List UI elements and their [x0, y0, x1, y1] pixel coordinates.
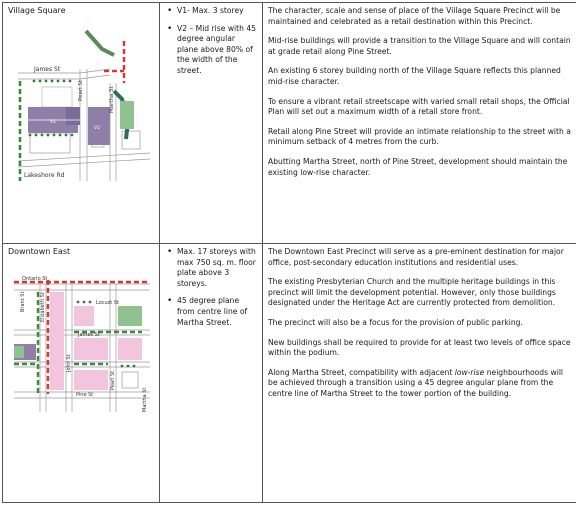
label-brant-st: Brant St — [20, 291, 26, 312]
standards-list — [165, 6, 257, 77]
paragraph-martha-transition — [268, 368, 572, 400]
standards-list — [165, 247, 257, 328]
label-pearl-st: Pearl St — [78, 79, 84, 101]
label-pine-st: Pine St — [76, 391, 94, 398]
description-cell — [263, 3, 576, 244]
emphasis-low-rise: low-rise — [454, 367, 485, 377]
paragraph: Mid-rise buildings will provide a transition to the Village Square and will contain at grade retail along Pine Street. — [268, 36, 571, 56]
village-square-map — [10, 21, 150, 186]
table-row-downtown-east — [3, 244, 576, 503]
paragraph: To ensure a vibrant retail streetscape with varied small retail shops, the Official Plan will set out a maximum width of a retail store front. — [268, 96, 570, 117]
standards-cell — [160, 3, 263, 244]
label-james-st-2: James St — [78, 331, 100, 338]
label-james-st: James St — [34, 65, 61, 73]
paragraph: New buildings shall be required to provide for at least two levels of office space within the podium. — [268, 337, 571, 358]
list-item: • Max. 17 storeys with max 750 sq. m. floor plate above 3 storeys. — [165, 247, 257, 289]
table-row-village-square — [3, 3, 576, 244]
paragraph: The Downtown East Precinct will serve as a pre-eminent destination for major office, post-secondary education institutions and residential uses. — [268, 247, 564, 267]
precinct-cell — [3, 3, 160, 244]
paragraph: Abutting Martha Street, north of Pine Street, development should maintain the existing low-rise character. — [268, 156, 568, 177]
label-elizabeth-st: Elizabeth St — [40, 291, 46, 322]
precinct-cell — [3, 244, 160, 503]
label-lakeshore-rd: Lakeshore Rd — [24, 171, 65, 179]
label-v1: V1 — [50, 119, 56, 125]
precinct-table — [2, 2, 576, 503]
description-cell — [263, 244, 576, 503]
paragraph: The existing Presbyterian Church and the multiple heritage buildings in this precinct will limit the development potential. However, only those buildings designated under the Heritage Act are currently protected from demolition. — [268, 277, 556, 308]
precinct-name: Village Square — [8, 6, 66, 15]
text-run: neighbourhoods will be achieved through a transition using a 45 degree angular plane from the centre line of Martha Street to the tower portion of the building. — [268, 367, 564, 398]
label-ontario-st: Ontario St — [22, 275, 48, 282]
paragraph: Retail along Pine Street will provide an intimate relationship to the street with a minimum setback of 4 metres from the curb. — [268, 126, 571, 147]
list-item: • V1- Max. 3 storey — [165, 6, 257, 17]
label-v2: V2 — [94, 125, 100, 131]
standards-cell — [160, 244, 263, 503]
label-locust-st: Locust St — [96, 299, 119, 306]
downtown-east-map — [10, 262, 150, 422]
list-item: • V2 – Mid rise with 45 degree angular plane above 80% of the width of the street. — [165, 24, 257, 77]
paragraph: An existing 6 storey building north of the Village Square reflects this planned mid-rise character. — [268, 66, 561, 86]
text-run: Along Martha Street, compatibility with adjacent — [268, 367, 455, 377]
precinct-name: Downtown East — [8, 247, 71, 256]
paragraph: The character, scale and sense of place of the Village Square Precinct will be maintained and celebrated as a retail destination within this Precinct. — [268, 6, 561, 26]
label-martha-st-2: Martha St — [142, 387, 148, 412]
label-john-st: John St — [66, 353, 72, 372]
paragraph: The precinct will also be a focus for the provision of public parking. — [268, 317, 523, 327]
label-pearl-st-2: Pearl St — [110, 370, 116, 390]
label-martha-st: Martha St — [109, 85, 115, 113]
list-item: • 45 degree plane from centre line of Martha Street. — [165, 296, 257, 328]
